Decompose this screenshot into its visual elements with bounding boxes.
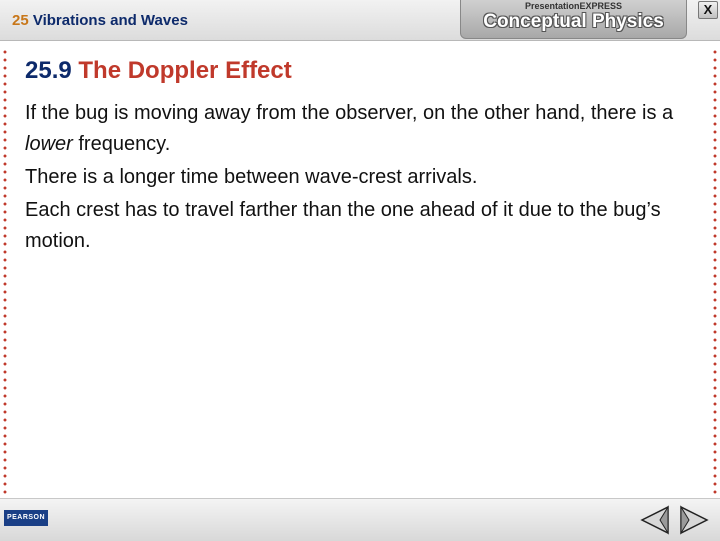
section-number: 25.9 — [25, 57, 72, 84]
brand-top-text: PresentationEXPRESS — [524, 1, 623, 11]
chapter-number: 25 — [12, 12, 29, 29]
brand-main-text: Conceptual Physics — [483, 11, 664, 32]
left-dotted-border — [3, 48, 7, 498]
section-title: The Doppler Effect — [78, 57, 292, 84]
next-arrow-icon — [681, 507, 707, 533]
paragraph-1-end: frequency. — [72, 133, 171, 155]
next-slide-button[interactable] — [677, 505, 711, 535]
paragraph-1-start: If the bug is moving away from the observer, on the other hand, there is a — [25, 102, 674, 124]
paragraph-3: Each crest has to travel farther than the one ahead of it due to the bug’s motion. — [25, 199, 661, 252]
brand-logo — [460, 0, 687, 39]
previous-arrow-icon — [642, 507, 668, 533]
pearson-logo: PEARSON — [4, 510, 48, 526]
paragraph-1 — [25, 98, 685, 160]
header-bar — [0, 0, 720, 41]
chapter-title: Vibrations and Waves — [32, 12, 188, 29]
footer-bar — [0, 498, 720, 541]
slide-content — [25, 56, 685, 259]
paragraph-2: There is a longer time between wave-crest arrivals. — [25, 166, 478, 188]
paragraph-1-emphasis: lower — [25, 133, 73, 155]
previous-slide-button[interactable] — [638, 505, 672, 535]
chapter-heading — [12, 12, 188, 29]
close-button[interactable]: X — [698, 1, 718, 19]
right-dotted-border — [713, 48, 717, 498]
slide-title — [25, 56, 685, 86]
